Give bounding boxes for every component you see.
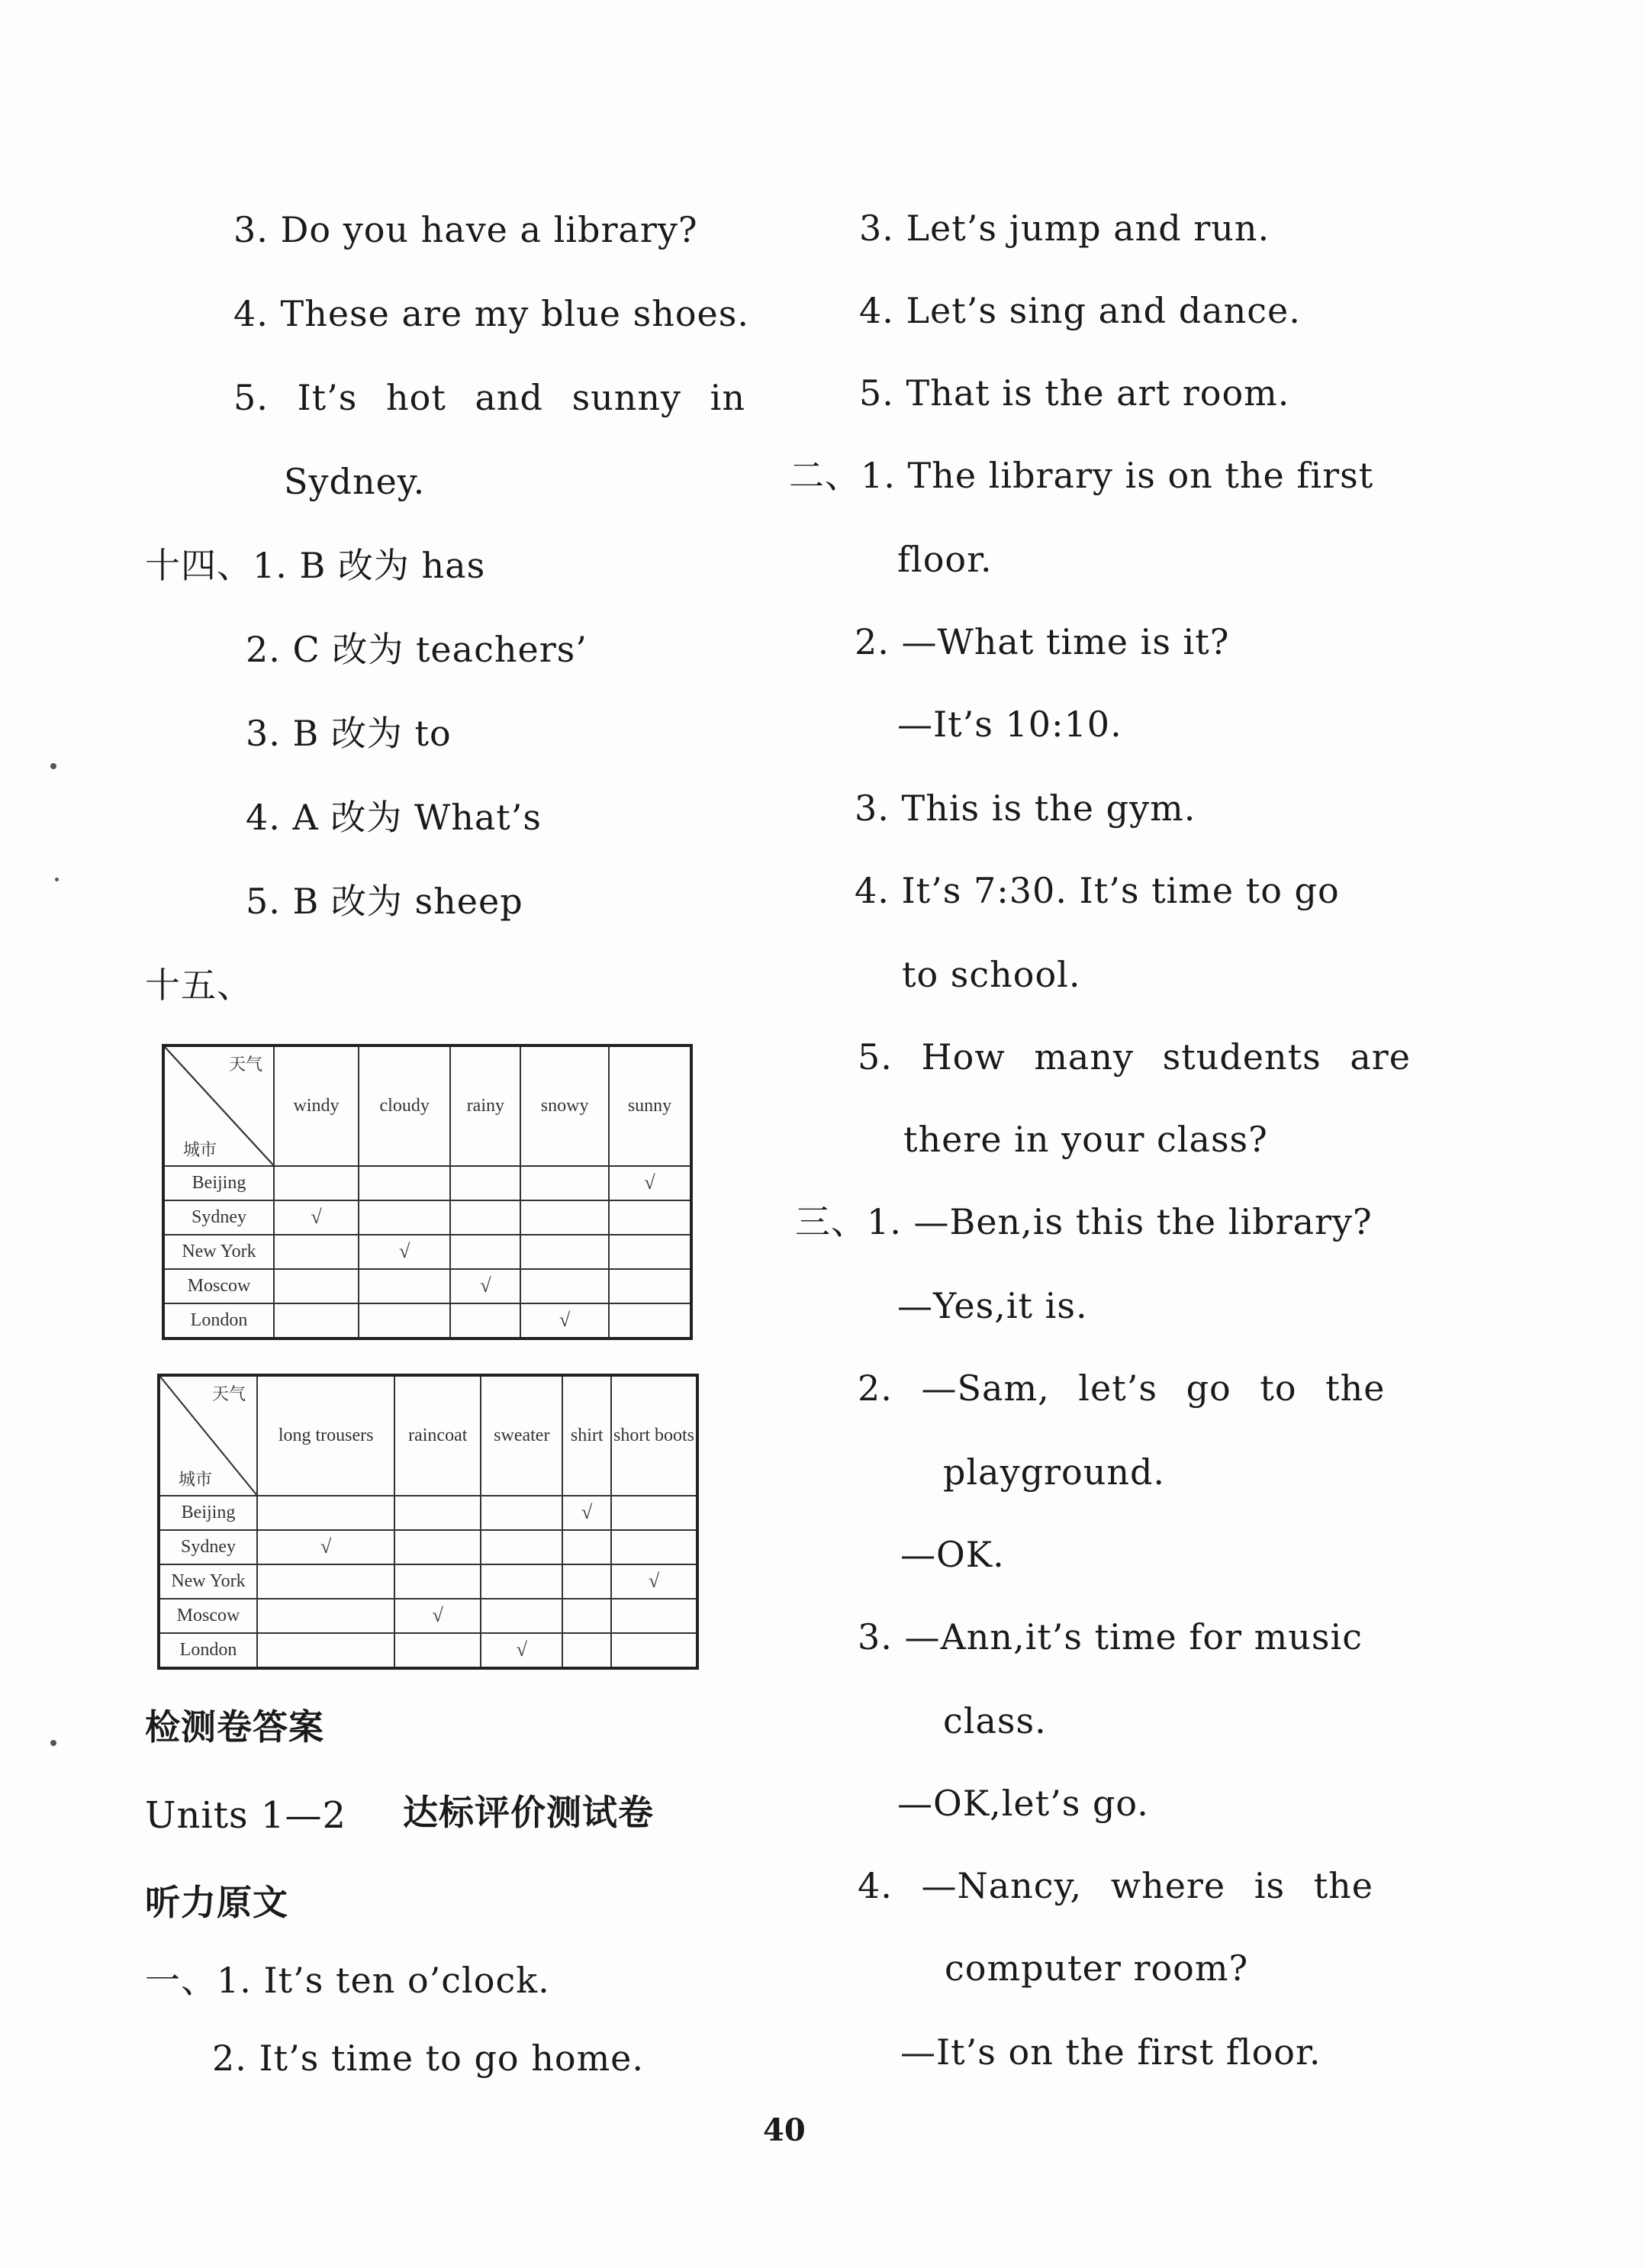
city-cell: Moscow — [163, 1269, 274, 1303]
check-cell — [520, 1235, 609, 1269]
answer-line: 一、1. It’s ten o’clock. — [145, 1960, 550, 2001]
section-heading-answers: 检测卷答案 — [145, 1706, 324, 1748]
answer-line: 2. —What time is it? — [855, 621, 1230, 662]
table-row — [159, 1564, 697, 1599]
column-header: windy — [274, 1045, 359, 1166]
check-cell — [450, 1200, 520, 1235]
check-cell: √ — [274, 1200, 359, 1235]
check-cell — [520, 1269, 609, 1303]
check-cell — [359, 1200, 450, 1235]
city-cell: Beijing — [159, 1496, 257, 1530]
city-cell: Sydney — [163, 1200, 274, 1235]
column-header: snowy — [520, 1045, 609, 1166]
column-header: long trousers — [257, 1375, 394, 1496]
answer-line: —OK. — [900, 1534, 1005, 1575]
check-cell: √ — [481, 1633, 562, 1668]
column-header: rainy — [450, 1045, 520, 1166]
check-cell — [394, 1496, 481, 1530]
column-header: short boots — [611, 1375, 697, 1496]
answer-line: 4. It’s 7:30. It’s time to go — [855, 870, 1340, 911]
check-cell — [481, 1530, 562, 1564]
check-cell — [609, 1303, 691, 1339]
check-cell — [609, 1269, 691, 1303]
table-row — [159, 1599, 697, 1633]
check-cell — [257, 1599, 394, 1633]
weather-table — [162, 1044, 693, 1340]
column-header: shirt — [562, 1375, 611, 1496]
section-14-item: 3. B 改为 to — [246, 713, 452, 754]
check-cell: √ — [562, 1496, 611, 1530]
answer-line: 4. These are my blue shoes. — [233, 293, 749, 334]
answer-line: floor. — [897, 539, 993, 580]
check-cell: √ — [450, 1269, 520, 1303]
city-cell: New York — [159, 1564, 257, 1599]
scan-speck — [50, 1740, 56, 1746]
column-header: cloudy — [359, 1045, 450, 1166]
city-cell: London — [163, 1303, 274, 1339]
table-row — [163, 1200, 691, 1235]
section-14-item: 4. A 改为 What’s — [246, 797, 542, 838]
check-cell — [481, 1599, 562, 1633]
check-cell — [359, 1269, 450, 1303]
column-header: sweater — [481, 1375, 562, 1496]
scan-speck — [50, 763, 56, 769]
check-cell — [274, 1303, 359, 1339]
column-header: sunny — [609, 1045, 691, 1166]
answer-line: —OK,let’s go. — [897, 1783, 1149, 1824]
answer-line: Sydney. — [284, 461, 426, 502]
check-cell — [611, 1496, 697, 1530]
check-cell: √ — [359, 1235, 450, 1269]
check-cell — [359, 1303, 450, 1339]
check-cell — [274, 1269, 359, 1303]
check-cell — [450, 1235, 520, 1269]
answer-line: 5. How many students are — [858, 1036, 1411, 1078]
check-cell — [562, 1633, 611, 1668]
answer-line: 2. —Sam, let’s go to the — [858, 1368, 1386, 1409]
check-cell — [257, 1633, 394, 1668]
check-cell — [450, 1303, 520, 1339]
city-cell: Sydney — [159, 1530, 257, 1564]
check-cell — [481, 1564, 562, 1599]
section-15-label: 十五、 — [145, 965, 253, 1006]
corner-label-city: 城市 — [183, 1139, 217, 1159]
city-cell: London — [159, 1633, 257, 1668]
table-row — [159, 1496, 697, 1530]
check-cell — [562, 1599, 611, 1633]
check-cell: √ — [609, 1166, 691, 1200]
answer-line: 3. —Ann,it’s time for music — [858, 1616, 1363, 1658]
answer-line: —Yes,it is. — [897, 1285, 1088, 1326]
column-header: raincoat — [394, 1375, 481, 1496]
section-14-item: 2. C 改为 teachers’ — [246, 629, 588, 670]
section-14-item: 十四、1. B 改为 has — [145, 545, 486, 586]
page-number: 40 — [763, 2112, 806, 2148]
table-row — [159, 1633, 697, 1668]
answer-line: playground. — [943, 1451, 1166, 1493]
answer-line: computer room? — [945, 1947, 1249, 1989]
table-header-row — [163, 1045, 691, 1166]
answer-line: 5. It’s hot and sunny in — [233, 377, 745, 418]
city-cell: Moscow — [159, 1599, 257, 1633]
table-row — [163, 1303, 691, 1339]
check-cell — [257, 1496, 394, 1530]
check-cell — [394, 1564, 481, 1599]
check-cell — [520, 1166, 609, 1200]
check-cell — [450, 1166, 520, 1200]
unit-label: Units 1—2 — [145, 1794, 346, 1837]
answer-line: 3. This is the gym. — [855, 788, 1196, 829]
check-cell — [562, 1564, 611, 1599]
check-cell — [609, 1200, 691, 1235]
answer-line: 二、1. The library is on the first — [789, 455, 1374, 496]
check-cell: √ — [394, 1599, 481, 1633]
check-cell — [274, 1235, 359, 1269]
test-title: 达标评价测试卷 — [403, 1792, 654, 1833]
table-corner-cell — [159, 1375, 257, 1496]
city-cell: New York — [163, 1235, 274, 1269]
answer-line: to school. — [902, 954, 1081, 995]
answer-line: class. — [943, 1700, 1047, 1741]
corner-label-weather: 天气 — [211, 1384, 246, 1403]
answer-line: 4. Let’s sing and dance. — [859, 290, 1301, 331]
table-row — [163, 1166, 691, 1200]
table-row — [163, 1235, 691, 1269]
answer-line: 3. Let’s jump and run. — [859, 208, 1270, 249]
city-cell: Beijing — [163, 1166, 274, 1200]
section-14-item: 5. B 改为 sheep — [246, 881, 523, 922]
clothing-table — [157, 1374, 699, 1670]
check-cell: √ — [611, 1564, 697, 1599]
corner-label-weather: 天气 — [228, 1055, 262, 1074]
check-cell — [611, 1530, 697, 1564]
check-cell — [359, 1166, 450, 1200]
answer-line: 5. That is the art room. — [859, 372, 1290, 414]
table-corner-cell — [163, 1045, 274, 1166]
answer-line: 2. It’s time to go home. — [212, 2038, 645, 2079]
check-cell — [274, 1166, 359, 1200]
check-cell — [257, 1564, 394, 1599]
answer-line: 4. —Nancy, where is the — [858, 1865, 1374, 1906]
scan-speck — [55, 878, 59, 881]
check-cell — [394, 1530, 481, 1564]
answer-line: —It’s 10:10. — [897, 704, 1122, 745]
answer-line: 三、1. —Ben,is this the library? — [795, 1201, 1373, 1242]
check-cell — [611, 1599, 697, 1633]
check-cell — [611, 1633, 697, 1668]
check-cell — [481, 1496, 562, 1530]
answer-line: —It’s on the first floor. — [900, 2031, 1321, 2073]
table-row — [159, 1530, 697, 1564]
answer-line: 3. Do you have a library? — [233, 209, 698, 250]
check-cell — [562, 1530, 611, 1564]
table-row — [163, 1269, 691, 1303]
check-cell: √ — [520, 1303, 609, 1339]
answer-line: there in your class? — [903, 1119, 1268, 1160]
check-cell — [609, 1235, 691, 1269]
table-header-row — [159, 1375, 697, 1496]
section-heading-listening: 听力原文 — [145, 1882, 288, 1923]
check-cell: √ — [257, 1530, 394, 1564]
check-cell — [520, 1200, 609, 1235]
corner-label-city: 城市 — [179, 1469, 213, 1489]
check-cell — [394, 1633, 481, 1668]
